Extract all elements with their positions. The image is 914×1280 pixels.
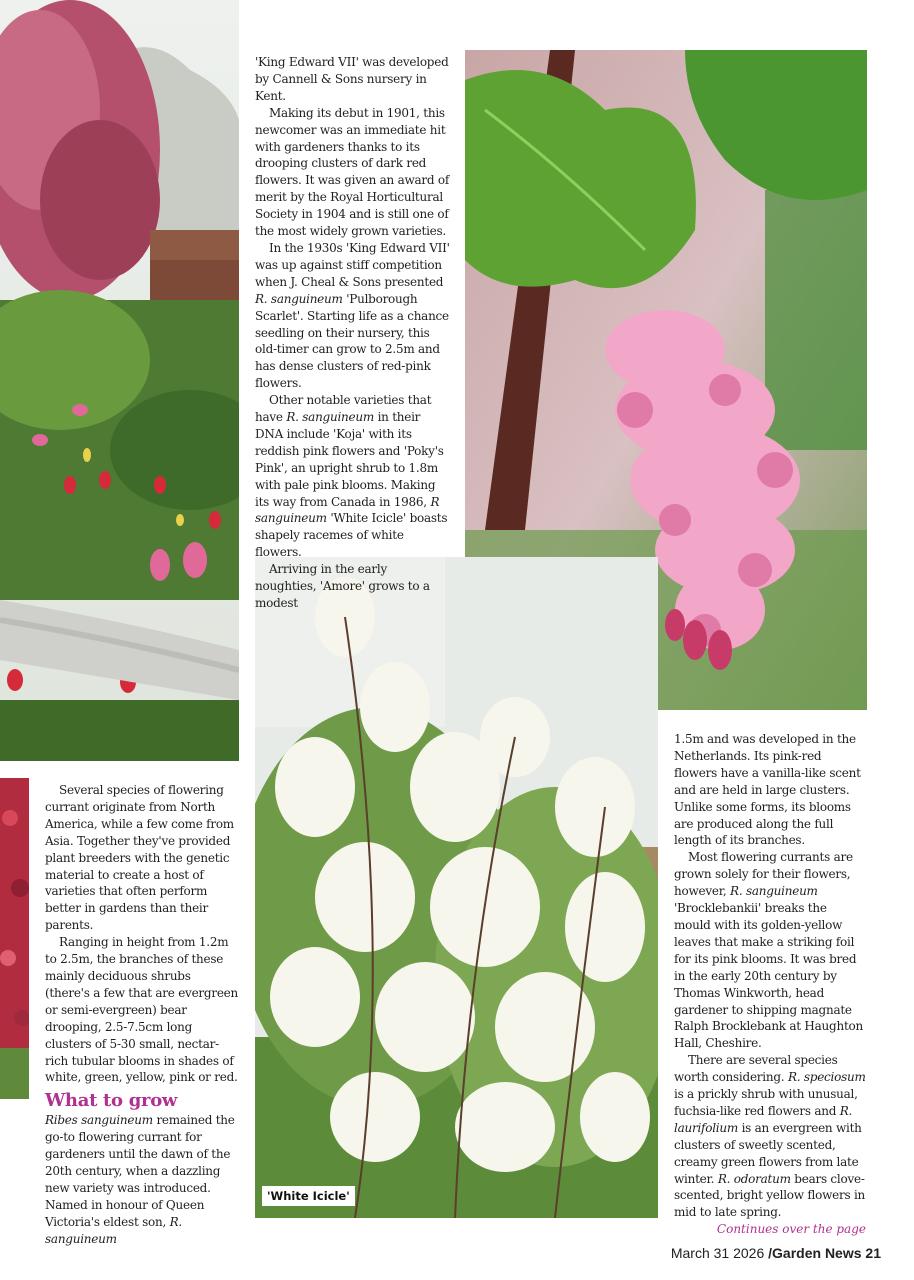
publication-name: Garden News — [772, 1245, 862, 1261]
paragraph: Arriving in the early noughties, 'Amore' grows to a modest — [255, 562, 430, 610]
text: In the 1930s 'King Edward VII' was up against stiff competition when J. Cheal & Sons presented — [255, 240, 450, 289]
species-name: R. sanguineum — [286, 410, 374, 425]
species-name: R. laurifolium — [674, 1103, 853, 1135]
paragraph: Several species of flowering currant originate from North America, while a few come from Asia. Together they've provided plant breeders with the genetic material to create a host of varieties that often perform better in gardens than their parents. — [45, 783, 234, 933]
page-number: 21 — [865, 1245, 881, 1261]
species-name: R. sanguineum — [255, 291, 343, 306]
red-currant-strip-photo — [0, 778, 29, 1099]
species-name: Ribes sanguineum — [45, 1113, 153, 1128]
issue-date: March 31 2026 — [670, 1245, 765, 1261]
text: Other notable varieties that have — [255, 393, 432, 425]
paragraph: Ranging in height from 1.2m to 2.5m, the branches of these mainly deciduous shrubs (there's a few that are evergreen or semi-evergreen) bear drooping, 2.5-7.5cm long clusters of 5-30 small, nectar-rich tubular blooms in shades of white, green, yellow, pink or red. — [45, 935, 239, 1085]
section-heading: What to grow — [45, 1090, 178, 1112]
paragraph — [674, 1052, 866, 1221]
text: 'Pulborough Scarlet'. Starting life as a chance seedling on their nursery, this old-timer can grow to 2.5m and has dense clusters of red-pink flowers. — [255, 291, 449, 391]
paragraph — [255, 240, 450, 392]
text: 'White Icicle' boasts shapely racemes of white flowers. — [255, 511, 448, 560]
article-column-middle — [255, 54, 450, 612]
species-name: R sanguineum — [255, 494, 440, 526]
article-column-right — [674, 731, 866, 1221]
text: remained the go-to flowering currant for gardeners until the dawn of the 20th century, when a dazzling new variety was introduced. Named in honour of Queen Victoria's eldest son, — [45, 1113, 235, 1229]
continues-over-page: Continues over the page — [716, 1222, 866, 1236]
species-name: R. sanguineum — [730, 884, 818, 899]
species-name: R. sanguineum — [45, 1214, 182, 1246]
paragraph — [255, 392, 450, 561]
text: in their DNA include 'Koja' with its reddish pink flowers and 'Poky's Pink', an upright shrub to 1.8m with pale pink blooms. Making its way from Canada in 1986, — [255, 410, 444, 509]
paragraph: 'King Edward VII' was developed by Cannell & Sons nursery in Kent. — [255, 55, 449, 103]
species-name: R. speciosum — [787, 1070, 866, 1085]
page-footer — [671, 1245, 881, 1261]
text: Most flowering currants are grown solely for their flowers, however, — [674, 850, 853, 899]
white-icicle-photo — [255, 557, 658, 1218]
paragraph: 1.5m and was developed in the Netherlands. Its pink-red flowers have a vanilla-like scent and are held in large clusters. Unlike some forms, its blooms are produced along the full length of its branches. — [674, 732, 861, 848]
text: 'Brocklebankii' breaks the mould with its golden-yellow leaves that make a striking foil for its pink blooms. It was bred in the early 20th century by Thomas Winkworth, head gardener to shipping magnate Ralph Brocklebank at Haughton Hall, Cheshire. — [674, 901, 863, 1051]
footer-slash: / — [768, 1245, 773, 1261]
article-column-left — [45, 782, 238, 1248]
text: is a prickly shrub with unusual, fuchsia-like red flowers and — [674, 1087, 858, 1118]
text: is an evergreen with clusters of sweetly scented, creamy green flowers from late winter. — [674, 1120, 862, 1186]
paragraph: Making its debut in 1901, this newcomer was an immediate hit with gardeners thanks to its drooping clusters of dark red flowers. It was given an award of merit by the Royal Horticultural Society in 1904 and is still one of the most widely grown varieties. — [255, 105, 450, 239]
paragraph — [45, 1112, 238, 1247]
paragraph — [674, 849, 866, 1052]
caption-white-icicle: 'White Icicle' — [262, 1186, 355, 1206]
garden-border-photo — [0, 0, 239, 761]
species-name: R. odoratum — [717, 1171, 791, 1186]
text: There are several species worth considering. — [674, 1053, 838, 1085]
text: bears clove-scented, bright yellow flowers in mid to late spring. — [674, 1171, 866, 1220]
